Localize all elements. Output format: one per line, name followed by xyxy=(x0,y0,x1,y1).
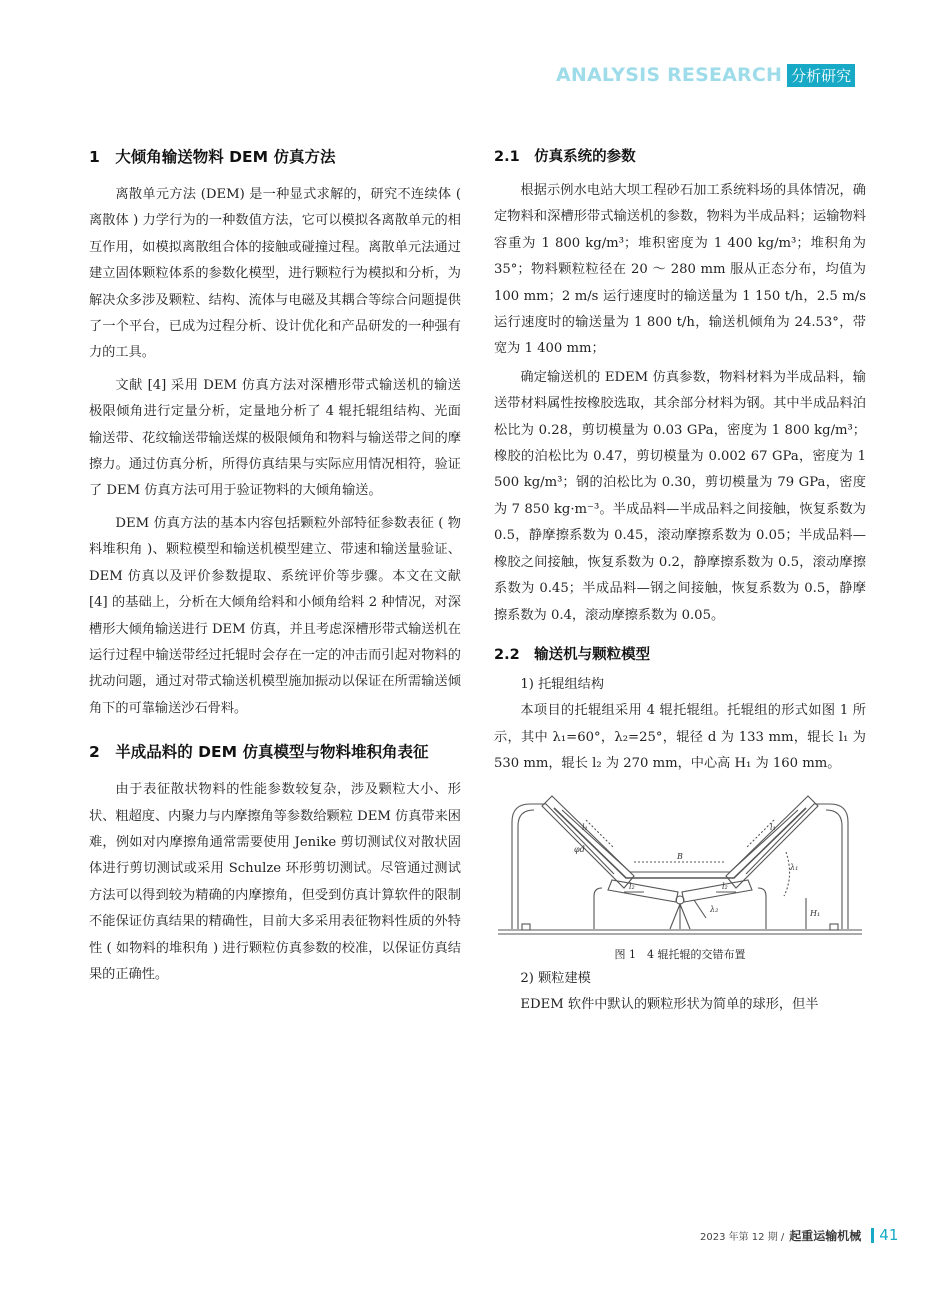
label-lambda1: λ₁ xyxy=(790,862,799,872)
section-1-title: 1 大倾角输送物料 DEM 仿真方法 xyxy=(89,148,336,166)
label-l2-left: l₂ xyxy=(629,881,635,891)
right-column xyxy=(494,135,866,1018)
page-number: 41 xyxy=(879,1226,899,1244)
section-1-paragraph-2: 文献 [4] 采用 DEM 仿真方法对深槽形带式输送机的输送极限倾角进行定量分析，定量地分析了 4 辊托辊组结构、光面输送带、花纹输送带输送煤的极限倾角和物料与输送带之间的摩擦力。通过仿真分析，所得仿真结果与实际应用情况相符，验证了 DEM 仿真方法可用于验证物料的大倾角输送。 xyxy=(89,377,461,499)
page-footer xyxy=(700,1226,898,1244)
section-2-1-paragraph-1: 根据示例水电站大坝工程砂石加工系统料场的具体情况，确定物料和深槽形带式输送机的参数，物料为半成品料；运输物料容重为 1 800 kg/m³；堆积密度为 1 400 kg/m³；堆积角为 35°；物料颗粒粒径在 20 ～ 280 mm 服从正态分布，均值为 100 mm；2 m/s 运行速度时的输送量为 1 150 t/h，2.5 m/s 运行速度时的输送量为 1 800 t/h，输送机倾角为 24.53°，带宽为 1 400 mm； xyxy=(494,183,866,357)
section-2-2-title: 2.2 输送机与颗粒模型 xyxy=(494,646,651,663)
label-B: B xyxy=(677,851,683,861)
item-particle-modeling: 2) 颗粒建模 xyxy=(520,970,591,986)
figure-1 xyxy=(494,792,866,942)
header-chinese: 分析研究 xyxy=(787,64,855,87)
section-1-paragraph-3: DEM 仿真方法的基本内容包括颗粒外部特征参数表征 ( 物料堆积角 )、颗粒模型和输送机模型建立、带速和输送量验证、DEM 仿真以及评价参数提取、系统评价等步骤。本文在文献 [4] 的基础上，分析在大倾角给料和小倾角给料 2 种情况，对深槽形大倾角输送进行 DEM 仿真，并且考虑深槽形带式输送机在运行过程中输送带经过托辊时会存在一定的冲击而引起对物料的扰动问题，通过对带式输送机模型施加振动以保证在所需输送倾角下的可靠输送沙石骨料。 xyxy=(89,515,461,716)
footer-magazine: 起重运输机械 xyxy=(789,1228,862,1243)
label-l1-left: l₁ xyxy=(582,822,588,832)
footer-issue: 2023 年第 12 期 / xyxy=(700,1231,785,1243)
label-l2-right: l₂ xyxy=(722,881,728,891)
section-2-2-paragraph-1: 本项目的托辊组采用 4 辊托辊组。托辊组的形式如图 1 所示，其中 λ₁=60°，λ₂=25°，辊径 d 为 133 mm，辊长 l₁ 为 530 mm，辊长 l₂ 为 270 mm，中心高 H₁ 为 160 mm。 xyxy=(494,703,866,772)
label-l1-right: l₁ xyxy=(770,822,776,832)
idler-diagram xyxy=(494,792,866,942)
section-2-paragraph-1: 由于表征散状物料的性能参数较复杂，涉及颗粒大小、形状、粗超度、内聚力与内摩擦角等参数给颗粒 DEM 仿真带来困难，例如对内摩擦角通常需要使用 Jenike 剪切测试仪对散状固体进行剪切测试或采用 Schulze 环形剪切测试。尽管通过测试方法可以得到较为精确的内摩擦角，但受到仿真计算软件的限制不能保证仿真结果的精确性，目前大多采用表征物料性质的外特性 ( 如物料的堆积角 ) 进行颗粒仿真参数的校准，以保证仿真结果的正确性。 xyxy=(89,782,461,982)
footer-divider xyxy=(871,1228,874,1243)
section-2-1-paragraph-2: 确定输送机的 EDEM 仿真参数，物料材料为半成品料，输送带材料属性按橡胶选取，其余部分材料为钢。其中半成品料泊松比为 0.28，剪切模量为 0.03 GPa，密度为 1 800 kg/m³；橡胶的泊松比为 0.47，剪切模量为 0.002 67 GPa，密度为 1 500 kg/m³；钢的泊松比为 0.30，剪切模量为 79 GPa，密度为 7 850 kg·m⁻³。半成品料—半成品料之间接触，恢复系数为 0.5，静摩擦系数为 0.45，滚动摩擦系数为 0.05；半成品料—橡胶之间接触，恢复系数为 0.2，静摩擦系数为 0.5，滚动摩擦系数为 0.45；半成品料—钢之间接触，恢复系数为 0.5，静摩擦系数为 0.4，滚动摩擦系数为 0.05。 xyxy=(494,369,866,623)
item-idler-structure: 1) 托辊组结构 xyxy=(520,676,605,692)
label-H1: H₁ xyxy=(810,908,821,918)
section-2-title: 2 半成品料的 DEM 仿真模型与物料堆积角表征 xyxy=(89,743,429,762)
header-english: ANALYSIS RESEARCH xyxy=(556,64,783,86)
label-diameter: φd xyxy=(574,844,585,854)
page-header xyxy=(556,64,855,86)
section-2-2-paragraph-2: EDEM 软件中默认的颗粒形状为简单的球形，但半 xyxy=(520,996,819,1012)
section-2-1-title: 2.1 仿真系统的参数 xyxy=(494,149,636,165)
figure-1-caption: 图 1 4 辊托辊的交错布置 xyxy=(614,947,746,961)
left-column xyxy=(89,135,461,988)
label-lambda2: λ₂ xyxy=(710,904,719,914)
section-1-paragraph-1: 离散单元方法 (DEM) 是一种显式求解的，研究不连续体 ( 离散体 ) 力学行为的一种数值方法，它可以模拟各离散单元的相互作用，如模拟离散组合体的接触或碰撞过程。离散单元法通过建立固体颗粒体系的参数化模型，进行颗粒行为模拟和分析，为解决众多涉及颗粒、结构、流体与电磁及其耦合等综合问题提供了一个平台，已成为过程分析、设计优化和产品研发的一种强有力的工具。 xyxy=(89,187,461,361)
